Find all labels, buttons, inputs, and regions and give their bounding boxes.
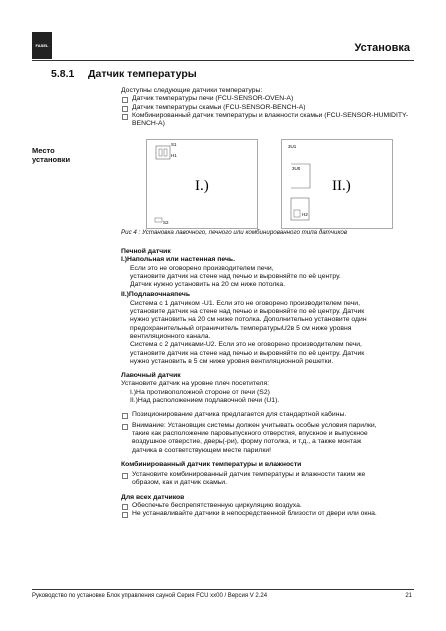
intro-text: Доступны следующие датчики температуры: [121,87,263,94]
label-top: 3U1 [288,144,297,149]
figure-panel-right [281,139,393,229]
warning-line: датчика в соответствующем месте парилки! [132,446,272,454]
warning-line: воздушное отверстие, дверь(-ри), форму потолка, и т.д., а также монтаж [132,438,362,446]
oven-heading: Печной датчик [121,248,171,255]
section-number: 5.8.1 [51,68,75,80]
brand-logo: FASEL [32,32,52,59]
label-h2: H2 [302,212,308,217]
sensor-item: Датчик температуры печи (FCU-SENSOR-OVEN-A) [121,95,421,103]
label-s10: 3U0 [292,166,301,171]
two-sensor-line: установите датчик на стене над печью и выровняйте по её центру. Датчик [130,349,365,357]
sensor-item: Датчик температуры скамьи (FCU-SENSOR-BENCH-A) [121,104,421,112]
combined-line: образом, как и датчик скамьи. [132,479,227,487]
wall-oven-title: I.)Напольная или настенная печь. [121,256,235,264]
two-sensor-line: нужно установить в 5 см ниже уровня вентиляционной решетки. [130,357,334,365]
roman-label-left: I.) [195,178,209,194]
page-number: 21 [405,593,412,599]
wall-oven-line: установите датчик на стене над печью и выровняйте по её центру. [130,272,341,280]
all-sensors-item: Обеспечьте беспрепятственную циркуляцию воздуха. [121,502,421,510]
header-divider [32,60,414,61]
two-sensor-line: Система с 2 датчиками-U2. Если это не оговорено производителем печи, [130,341,362,349]
one-sensor-line: Система с 1 датчиком -U1. Если это не оговорено производителем печи, [130,299,360,307]
all-sensors-heading: Для всех датчиков [121,493,185,501]
warning-line: такие как расположение паровыпускного отверстия, впускное и выпускное [132,429,368,437]
sensor-instructions [121,248,421,519]
label-s1: S1 [171,142,177,147]
bench-intro: Установите датчик на уровне плеч посетителя: [121,380,270,388]
one-sensor-line: вентиляционного канала. [130,332,211,340]
footer-text: Руководство по установке Блок управления сауной Серия FCU xx00 / Версия V 2.24 [32,593,268,599]
bench-heading: Лавочный датчик [121,372,181,380]
installation-figure [121,139,417,227]
footer-divider [32,589,414,590]
intro-block [121,87,421,128]
one-sensor-line: предохранительный ограничитель температурыU2в 5 см ниже уровня [130,324,352,332]
warning-line: Внимание: Установщик системы должен учитывать особые условия парилки, [132,421,377,429]
section-title: Датчик температуры [88,68,197,80]
combined-item [121,471,421,488]
figure-panel-left [146,139,258,229]
wall-oven-line: Датчик нужно установить на 20 см ниже потолка. [130,281,286,289]
all-sensors-item: Не устанавливайте датчики в непосредственной близости от двери или окна. [121,510,421,518]
one-sensor-line: нужно установить на 20 см ниже потолка. Дополнительно установите один [130,316,367,324]
one-sensor-line: установите датчик на стене над печью и выровняйте по её центру. Датчик [130,308,365,316]
bench-option: II.)Над расположением подлавочной печи (U1). [130,397,280,405]
side-label: Место установки [32,146,71,164]
figure-caption: Рис 4 : Установка лавочного, печного или комбинированного типа датчиков [121,229,348,236]
page-header-title: Установка [354,42,410,54]
sauna-diagram-left [147,140,257,228]
under-bench-title: II.)Подлавочнаяпечь [121,291,190,299]
bench-note: Позиционирование датчика предлагается для стандартной кабины. [121,411,421,419]
sauna-diagram-right [282,140,392,228]
label-s2: S2 [163,220,169,225]
combined-line: Установите комбинированный датчик температуры и влажности таким же [132,471,366,479]
combined-heading: Комбинированный датчик температуры и влажности [121,460,302,468]
label-h1: H1 [171,153,177,158]
sensor-item: Комбинированный датчик температуры и влажности скамьи (FCU-SENSOR-HUMIDITY-BENCH-A) [121,112,421,129]
bench-warning [121,422,421,455]
wall-oven-line: Если это не оговорено производителем печи, [130,264,274,272]
bench-option: I.)На противоположной стороне от печи (S2) [130,388,270,396]
roman-label-right: II.) [332,178,351,194]
